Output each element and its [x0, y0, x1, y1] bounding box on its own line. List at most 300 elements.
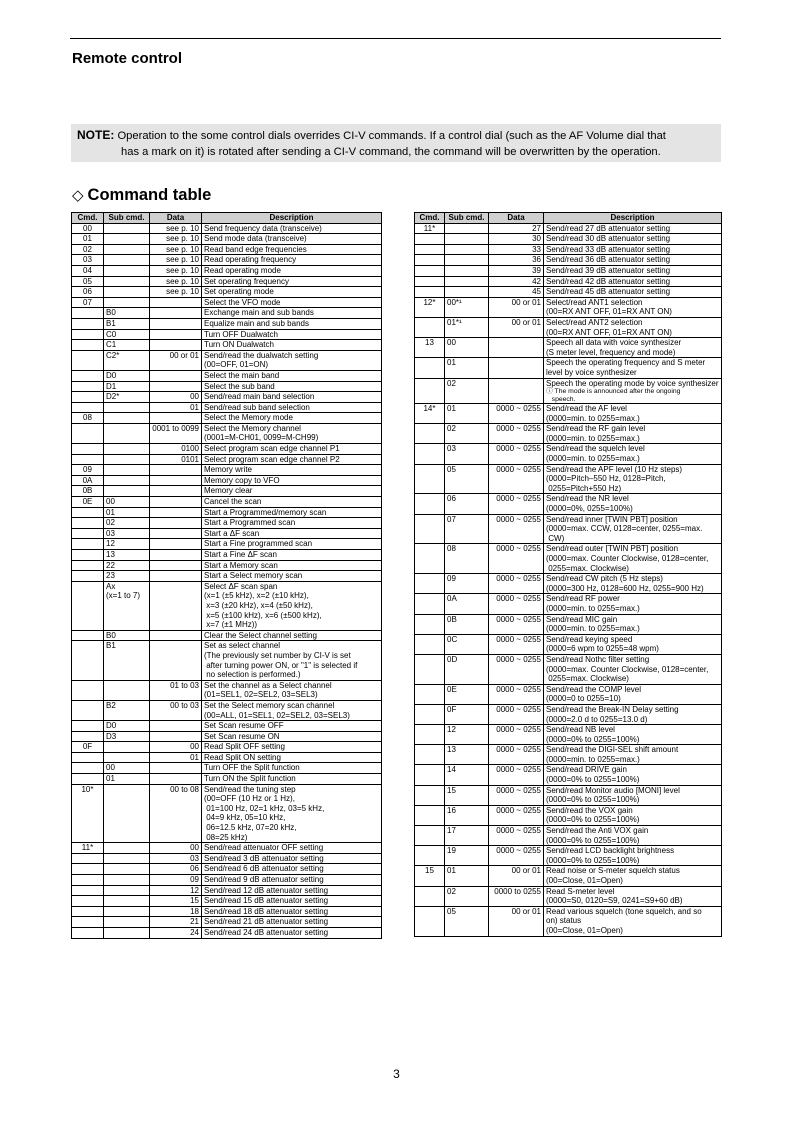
cell-desc-text: Send/read 30 dB attenuator setting [546, 234, 671, 244]
cell-data [489, 234, 544, 245]
cell-data-text: 0000 to 0255 [494, 886, 541, 896]
table-row [72, 885, 382, 896]
table-row [415, 297, 722, 317]
table-row [415, 404, 722, 424]
cell-sub-text: 16 [447, 805, 456, 815]
cell-data [489, 654, 544, 684]
cell-sub [445, 785, 489, 805]
cell-sub [104, 875, 150, 886]
cell-cmd-text: 04 [83, 265, 92, 275]
cell-desc-text: Send/read the AF level (0000=min. to 0255=max.) [546, 404, 640, 423]
cell-sub [445, 265, 489, 276]
cell-sub [104, 700, 150, 720]
cell-cmd [72, 560, 104, 571]
cell-cmd [415, 634, 445, 654]
cell-sub-text: B0 [106, 308, 116, 318]
cell-desc [202, 518, 382, 529]
cell-sub-text: 01 [106, 774, 115, 784]
table-row [415, 287, 722, 298]
cell-sub [104, 763, 150, 774]
cell-sub [445, 725, 489, 745]
cell-sub [445, 244, 489, 255]
cell-desc [202, 340, 382, 351]
cell-desc-text: Send/read Monitor audio [MONI] level (0000=0% to 0255=100%) [546, 785, 680, 805]
cell-data [489, 265, 544, 276]
cell-desc [202, 927, 382, 938]
cell-data [489, 338, 544, 358]
cell-data [150, 864, 202, 875]
cell-cmd [72, 223, 104, 234]
cell-cmd [72, 752, 104, 763]
cell-data [150, 297, 202, 308]
cell-data [489, 725, 544, 745]
cell-data-text: 0000 ~ 0255 [496, 424, 541, 434]
cell-data-text: 18 [190, 906, 199, 916]
cell-data-text: 45 [532, 287, 541, 297]
cell-sub [445, 358, 489, 378]
table-row [72, 265, 382, 276]
cell-data-text: 0000 ~ 0255 [496, 404, 541, 414]
cell-cmd [415, 704, 445, 724]
cell-sub-text: 0B [447, 614, 457, 624]
cell-cmd [415, 594, 445, 614]
cell-desc [544, 594, 722, 614]
cell-sub-text: B1 [106, 318, 116, 328]
cell-cmd-text: 0E [82, 497, 93, 507]
cell-desc [202, 853, 382, 864]
cell-cmd [415, 745, 445, 765]
cell-data-text: 30 [532, 234, 541, 244]
cell-sub-text: 02 [447, 378, 456, 388]
table-row [72, 875, 382, 886]
table-row [415, 494, 722, 514]
cell-data-text: see p. 10 [166, 265, 199, 275]
cell-cmd [415, 574, 445, 594]
cell-desc [202, 906, 382, 917]
cell-desc-text: Send/read DRIVE gain (0000=0% to 0255=100%) [546, 765, 640, 785]
cell-data [150, 927, 202, 938]
cell-sub [445, 404, 489, 424]
cell-data [150, 444, 202, 455]
cell-cmd [72, 308, 104, 319]
cell-data-text: see p. 10 [166, 244, 199, 254]
table-row [415, 654, 722, 684]
cell-cmd [415, 846, 445, 866]
cell-desc-text: Send/read the RF gain level (0000=min. to 0255=max.) [546, 424, 646, 443]
cell-sub [104, 444, 150, 455]
cell-sub [104, 917, 150, 928]
cell-desc [544, 464, 722, 494]
cell-cmd [415, 886, 445, 906]
cell-data [150, 528, 202, 539]
table-row [415, 378, 722, 404]
diamond-icon: ◇ [72, 187, 84, 204]
cell-sub [104, 843, 150, 854]
cell-desc [202, 454, 382, 465]
cell-sub-text: Ax (x=1 to 7) [106, 581, 141, 601]
cell-desc [544, 684, 722, 704]
cell-sub [445, 297, 489, 317]
cell-data-text: 0000 ~ 0255 [496, 704, 541, 714]
cell-data-text: 0000 ~ 0255 [496, 846, 541, 856]
cell-desc [202, 486, 382, 497]
cell-sub-text: 14 [447, 765, 456, 775]
cell-data-text: 0000 ~ 0255 [496, 684, 541, 694]
cell-sub-text: 09 [447, 574, 456, 584]
cell-desc [202, 917, 382, 928]
table-row [72, 917, 382, 928]
cell-sub [104, 465, 150, 476]
cell-sub [445, 846, 489, 866]
cell-data-text: 00 [190, 843, 199, 853]
cell-desc-text: Select the VFO mode [204, 297, 281, 307]
cell-desc-text: Send/read CW pitch (5 Hz steps) (0000=300 Hz, 0128=600 Hz, 0255=900 Hz) [546, 574, 704, 593]
cell-sub [104, 308, 150, 319]
cell-cmd [415, 223, 445, 234]
cell-cmd [415, 404, 445, 424]
table-row [72, 752, 382, 763]
cell-data [489, 255, 544, 266]
cell-cmd [72, 381, 104, 392]
table-row [72, 571, 382, 582]
cell-desc-text: Select the Memory channel (0001=M-CH01, 0099=M-CH99) [204, 423, 319, 443]
cell-desc [202, 875, 382, 886]
cell-desc-text: Set the channel as a Select channel (01=SEL1, 02=SEL2, 03=SEL3) [204, 680, 332, 700]
cell-sub-text: 0C [447, 634, 458, 644]
cell-cmd [415, 805, 445, 825]
table-row [72, 276, 382, 287]
cell-data [150, 581, 202, 630]
cell-desc-text: Read Split ON setting [204, 752, 281, 762]
cell-data [150, 475, 202, 486]
cell-sub [104, 550, 150, 561]
cell-data-text: 06 [190, 864, 199, 874]
cell-desc [544, 276, 722, 287]
cell-desc [544, 544, 722, 574]
cell-data [150, 244, 202, 255]
cell-data [150, 721, 202, 732]
cell-sub [104, 413, 150, 424]
cell-data [489, 826, 544, 846]
cell-data [489, 574, 544, 594]
cell-cmd [72, 297, 104, 308]
cell-data [150, 423, 202, 443]
table-row [415, 574, 722, 594]
note-label: NOTE: [77, 128, 115, 142]
cell-sub [445, 634, 489, 654]
cell-cmd [72, 630, 104, 641]
table-row [72, 742, 382, 753]
cell-sub [104, 497, 150, 508]
cell-sub-text: 01 [447, 404, 456, 414]
table-row [415, 745, 722, 765]
cell-desc [544, 745, 722, 765]
cell-cmd [72, 917, 104, 928]
table-row [72, 297, 382, 308]
table-row [415, 514, 722, 544]
table-row [415, 234, 722, 245]
cell-cmd [72, 885, 104, 896]
cell-desc [202, 413, 382, 424]
cell-desc [544, 255, 722, 266]
table-row [72, 329, 382, 340]
cell-desc-text: Set Scan resume ON [204, 731, 280, 741]
table-row [415, 634, 722, 654]
cell-desc [544, 244, 722, 255]
cell-sub [104, 752, 150, 763]
cell-cmd [415, 906, 445, 936]
cell-desc [202, 742, 382, 753]
cell-cmd [415, 785, 445, 805]
cell-desc-text: Clear the Select channel setting [204, 630, 317, 640]
table-row [415, 906, 722, 936]
cell-desc-text: Send/read 27 dB attenuator setting [546, 223, 671, 233]
cell-cmd [72, 843, 104, 854]
cell-cmd [72, 763, 104, 774]
cell-sub [104, 475, 150, 486]
cell-data-text: 00 or 01 [511, 906, 541, 916]
cell-desc [544, 906, 722, 936]
cell-cmd [72, 234, 104, 245]
cell-data [150, 287, 202, 298]
cell-sub [445, 826, 489, 846]
cell-desc [544, 846, 722, 866]
cell-desc-text: Speech all data with voice synthesizer (S meter level, frequency and mode) [546, 338, 682, 357]
cell-cmd [72, 454, 104, 465]
cell-sub [445, 255, 489, 266]
table-row [415, 785, 722, 805]
cell-cmd [415, 684, 445, 704]
cell-cmd [72, 370, 104, 381]
cell-desc-text: Set operating mode [204, 287, 274, 297]
cell-sub-text: C1 [106, 340, 117, 350]
table-row [415, 464, 722, 494]
cell-desc-text: Send/read 6 dB attenuator setting [204, 864, 324, 874]
cell-data [489, 223, 544, 234]
cell-sub [445, 765, 489, 785]
cell-data-text: 0000 ~ 0255 [496, 826, 541, 836]
cell-sub [445, 684, 489, 704]
cell-data-text: 33 [532, 244, 541, 254]
cell-data-text: 01 to 03 [170, 680, 199, 690]
cell-cmd-text: 15 [425, 866, 434, 876]
cell-cmd [415, 287, 445, 298]
cell-cmd [72, 784, 104, 843]
cell-desc [202, 276, 382, 287]
cell-cmd [415, 297, 445, 317]
cell-sub-text: 23 [106, 571, 115, 581]
cell-desc-text: Send/read 18 dB attenuator setting [204, 906, 329, 916]
cell-cmd [72, 465, 104, 476]
cell-cmd-text: 12* [423, 297, 436, 307]
cell-data-text: 00 or 01 [511, 297, 541, 307]
cell-desc-text: Send/read sub band selection [204, 402, 310, 412]
cell-cmd [72, 641, 104, 680]
cell-desc [544, 826, 722, 846]
cell-data [150, 318, 202, 329]
cell-data-text: 0000 ~ 0255 [496, 494, 541, 504]
cell-data [489, 404, 544, 424]
cell-cmd [72, 276, 104, 287]
table-row [72, 392, 382, 403]
table-row [72, 528, 382, 539]
cell-cmd [72, 571, 104, 582]
cell-sub-text: B0 [106, 630, 116, 640]
table-row [72, 454, 382, 465]
cell-data-text: 36 [532, 255, 541, 265]
cell-cmd [72, 700, 104, 720]
cell-data-text: 09 [190, 875, 199, 884]
cell-cmd-text: 0A [82, 475, 93, 485]
table-row [72, 318, 382, 329]
cell-sub [445, 805, 489, 825]
cell-desc-text: Start a Programmed scan [204, 518, 296, 528]
command-table-right [414, 212, 722, 937]
cell-desc-text: Send/read the DIGI-SEL shift amount (0000=min. to 0255=max.) [546, 745, 679, 764]
cell-desc [202, 297, 382, 308]
cell-data [489, 287, 544, 298]
table-row [415, 544, 722, 574]
cell-desc-text: Select the Memory mode [204, 413, 293, 423]
cell-cmd [72, 255, 104, 266]
cell-desc [202, 731, 382, 742]
cell-data [150, 784, 202, 843]
cell-sub [104, 630, 150, 641]
cell-data-text: 0000 ~ 0255 [496, 725, 541, 735]
table-row [415, 765, 722, 785]
cell-desc-text: Send/read the dualwatch setting (00=OFF, 01=ON) [204, 350, 319, 370]
table-row [72, 896, 382, 907]
cell-data-text: 0000 ~ 0255 [496, 514, 541, 524]
cell-cmd-text: 05 [83, 276, 92, 286]
cell-sub [104, 276, 150, 287]
cell-sub [104, 486, 150, 497]
cell-desc [544, 358, 722, 378]
cell-data-text: 0100 [181, 444, 199, 454]
cell-sub-text: 02 [106, 518, 115, 528]
cell-desc [544, 234, 722, 245]
cell-sub-text: 01 [447, 358, 456, 368]
table-row [415, 338, 722, 358]
table-row [72, 444, 382, 455]
cell-data-text: 15 [190, 896, 199, 906]
cell-data-text: 0000 ~ 0255 [496, 574, 541, 584]
table-row [72, 423, 382, 443]
cell-data [150, 641, 202, 680]
cell-data-text: 0000 ~ 0255 [496, 634, 541, 644]
cell-data [150, 731, 202, 742]
cell-desc-text: Start a ΔF scan [204, 528, 260, 538]
cell-cmd [415, 725, 445, 745]
section-title: Remote control [72, 50, 183, 67]
cell-sub-text: 00 [106, 497, 115, 507]
cell-desc-text: Send/read outer [TWIN PBT] position (0000=max. Counter Clockwise, 0128=center, 0255=max. Clockwise) [546, 544, 709, 573]
cell-desc [202, 721, 382, 732]
cell-desc [544, 805, 722, 825]
col-header-data: Data [150, 213, 202, 224]
cell-data [150, 539, 202, 550]
cell-desc [202, 641, 382, 680]
cell-sub [104, 742, 150, 753]
cell-desc [202, 402, 382, 413]
cell-data [150, 843, 202, 854]
table-row [415, 244, 722, 255]
cell-data [150, 763, 202, 774]
table-row [415, 866, 722, 886]
cell-desc [544, 265, 722, 276]
cell-sub [445, 234, 489, 245]
cell-cmd-text: 0F [82, 742, 93, 752]
cell-data [150, 413, 202, 424]
cell-cmd [415, 654, 445, 684]
cell-desc-text: Send/read MIC gain (0000=min. to 0255=max.) [546, 614, 640, 634]
cell-desc [544, 404, 722, 424]
cell-desc [202, 784, 382, 843]
table-row [72, 927, 382, 938]
cell-data [489, 444, 544, 464]
cell-desc-text: Select the main band [204, 370, 280, 380]
cell-desc [544, 725, 722, 745]
cell-desc [202, 507, 382, 518]
cell-sub-text: 0D [447, 654, 458, 664]
cell-desc [202, 885, 382, 896]
cell-data-text: 0000 ~ 0255 [496, 544, 541, 554]
cell-data-text: 39 [532, 265, 541, 275]
cell-desc-text: Speech the operating mode by voice synthesizer [546, 378, 719, 388]
table-row [72, 475, 382, 486]
cell-sub [104, 255, 150, 266]
cell-desc [202, 265, 382, 276]
cell-desc [202, 581, 382, 630]
cell-data [489, 684, 544, 704]
cell-desc-text: Send frequency data (transceive) [204, 223, 322, 233]
cell-sub [104, 853, 150, 864]
cell-sub [445, 444, 489, 464]
cell-desc [202, 774, 382, 785]
cell-desc [544, 378, 722, 404]
table-row [72, 680, 382, 700]
cell-desc-text: Memory clear [204, 486, 253, 496]
cell-sub [445, 866, 489, 886]
cell-cmd [72, 423, 104, 443]
cell-cmd-text: 01 [83, 234, 92, 244]
cell-data [489, 317, 544, 337]
cell-sub-text: D0 [106, 721, 117, 731]
cell-sub [445, 494, 489, 514]
cell-cmd [72, 774, 104, 785]
cell-sub [104, 329, 150, 340]
cell-sub [104, 864, 150, 875]
cell-data-text: see p. 10 [166, 276, 199, 286]
cell-desc [202, 255, 382, 266]
cell-cmd [415, 866, 445, 886]
cell-data [150, 308, 202, 319]
table-row [415, 223, 722, 234]
cell-sub-text: 12 [106, 539, 115, 549]
cell-sub-text: 05 [447, 464, 456, 474]
cell-desc [202, 539, 382, 550]
cell-sub-text: 02 [447, 886, 456, 896]
table-row [415, 826, 722, 846]
cell-desc [202, 423, 382, 443]
table-row [72, 731, 382, 742]
cell-desc-text: Start a Memory scan [204, 560, 278, 570]
cell-desc [202, 318, 382, 329]
cell-desc-text: Send/read the NR level (0000=0%, 0255=100%) [546, 494, 633, 514]
page-number: 3 [393, 1067, 400, 1081]
table-header-row [415, 213, 722, 224]
cell-sub-text: 08 [447, 544, 456, 554]
